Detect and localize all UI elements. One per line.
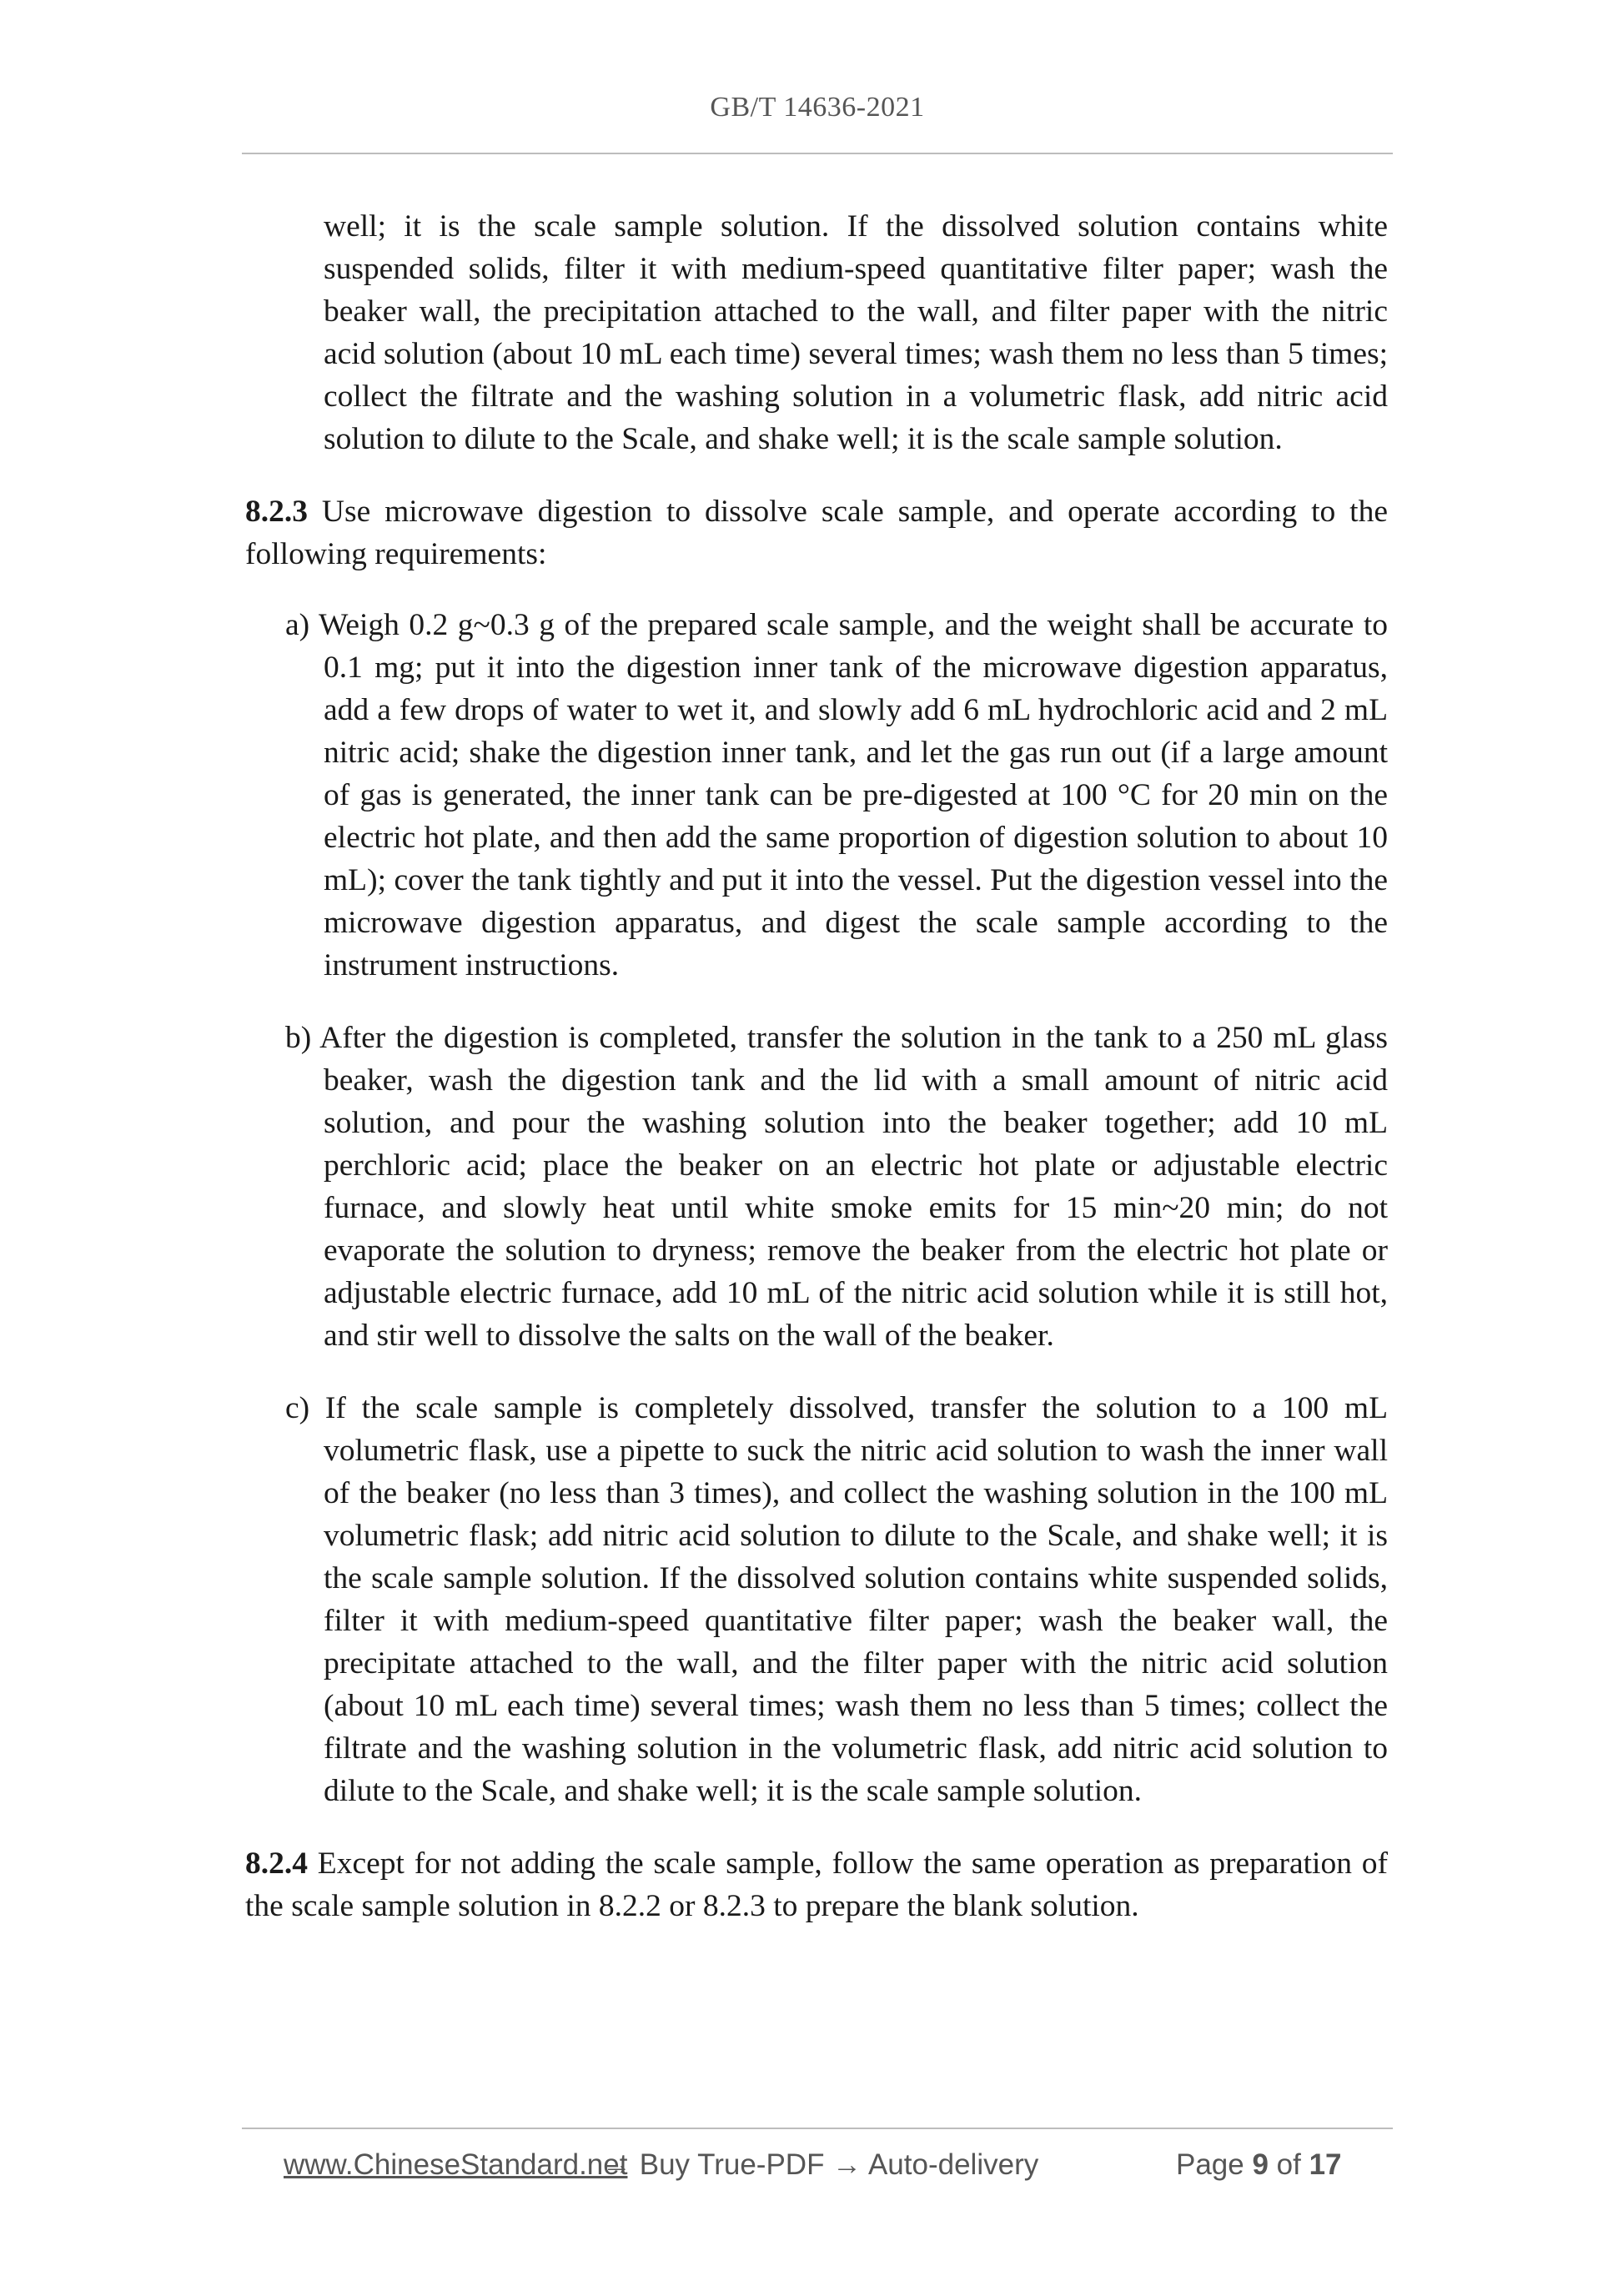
section-number: 8.2.3 <box>245 495 308 529</box>
page-total: 17 <box>1309 2148 1342 2181</box>
promo-text: → Buy True-PDF → Auto-delivery <box>602 2148 1039 2181</box>
page-footer <box>242 2148 1393 2190</box>
header-divider <box>242 153 1393 154</box>
page-header: GB/T 14636-2021 <box>710 92 925 123</box>
section-number: 8.2.4 <box>245 1846 308 1881</box>
section-text: Except for not adding the scale sample, follow the same operation as preparation of the scale sample solution in 8.2.2 or 8.2.3 to prepare the blank solution. <box>245 1846 1388 1923</box>
list-item-c: c) If the scale sample is completely dissolved, transfer the solution to a 100 mL volumetric flask, use a pipette to suck the nitric acid solution to wash the inner wall of the beaker (no less than 3 times), and collect the washing solution in the 100 mL volumetric flask; add nitric acid solution to dilute to the Scale, and shake well; it is the scale sample solution. If the dissolved solution contains white suspended solids, filter it with medium-speed quantitative filter paper; wash the beaker wall, the precipitate attached to the wall, and the filter paper with the nitric acid solution (about 10 mL each time) several times; wash them no less than 5 times; collect the filtrate and the washing solution in the volumetric flask, add nitric acid solution to dilute to the Scale, and shake well; it is the scale sample solution. <box>285 1391 1388 1808</box>
page-prefix: Page <box>1176 2148 1253 2181</box>
section-8-2-3 <box>245 490 1388 575</box>
page-number <box>1176 2148 1342 2182</box>
page-body <box>245 205 1388 1927</box>
continuation-paragraph: well; it is the scale sample solution. If the dissolved solution contains white suspended solids, filter it with medium-speed quantitative filter paper; wash the beaker wall, the precipitation attached to the wall, and filter paper with the nitric acid solution (about 10 mL each time) several times; wash them no less than 5 times; collect the filtrate and the washing solution in a volumetric flask, add nitric acid solution to dilute to the Scale, and shake well; it is the scale sample solution. <box>324 209 1388 456</box>
list-item-b: b) After the digestion is completed, transfer the solution in the tank to a 250 mL glass beaker, wash the digestion tank and the lid with a small amount of nitric acid solution, and pour the washing solution into the beaker together; add 10 mL perchloric acid; place the beaker on an electric hot plate or adjustable electric furnace, and slowly heat until white smoke emits for 15 min~20 min; do not evaporate the solution to dryness; remove the beaker from the electric hot plate or adjustable electric furnace, add 10 mL of the nitric acid solution while it is still hot, and stir well to dissolve the salts on the wall of the beaker. <box>285 1021 1388 1353</box>
page-of: of <box>1268 2148 1309 2181</box>
page-current: 9 <box>1252 2148 1269 2181</box>
list-item-a: a) Weigh 0.2 g~0.3 g of the prepared scale sample, and the weight shall be accurate to 0.1 mg; put it into the digestion inner tank of the microwave digestion apparatus, add a few drops of water to wet it, and slowly add 6 mL hydrochloric acid and 2 mL nitric acid; shake the digestion inner tank, and let the gas run out (if a large amount of gas is generated, the inner tank can be pre-digested at 100 °C for 20 min on the electric hot plate, and then add the same proportion of digestion solution to about 10 mL); cover the tank tightly and put it into the vessel. Put the digestion vessel into the microwave digestion apparatus, and digest the scale sample according to the instrument instructions. <box>285 608 1388 982</box>
section-text: Use microwave digestion to dissolve scale sample, and operate according to the following requirements: <box>245 495 1388 571</box>
footer-divider <box>242 2128 1393 2129</box>
website-link[interactable]: www.ChineseStandard.net <box>284 2148 628 2181</box>
section-8-2-4 <box>245 1842 1388 1927</box>
